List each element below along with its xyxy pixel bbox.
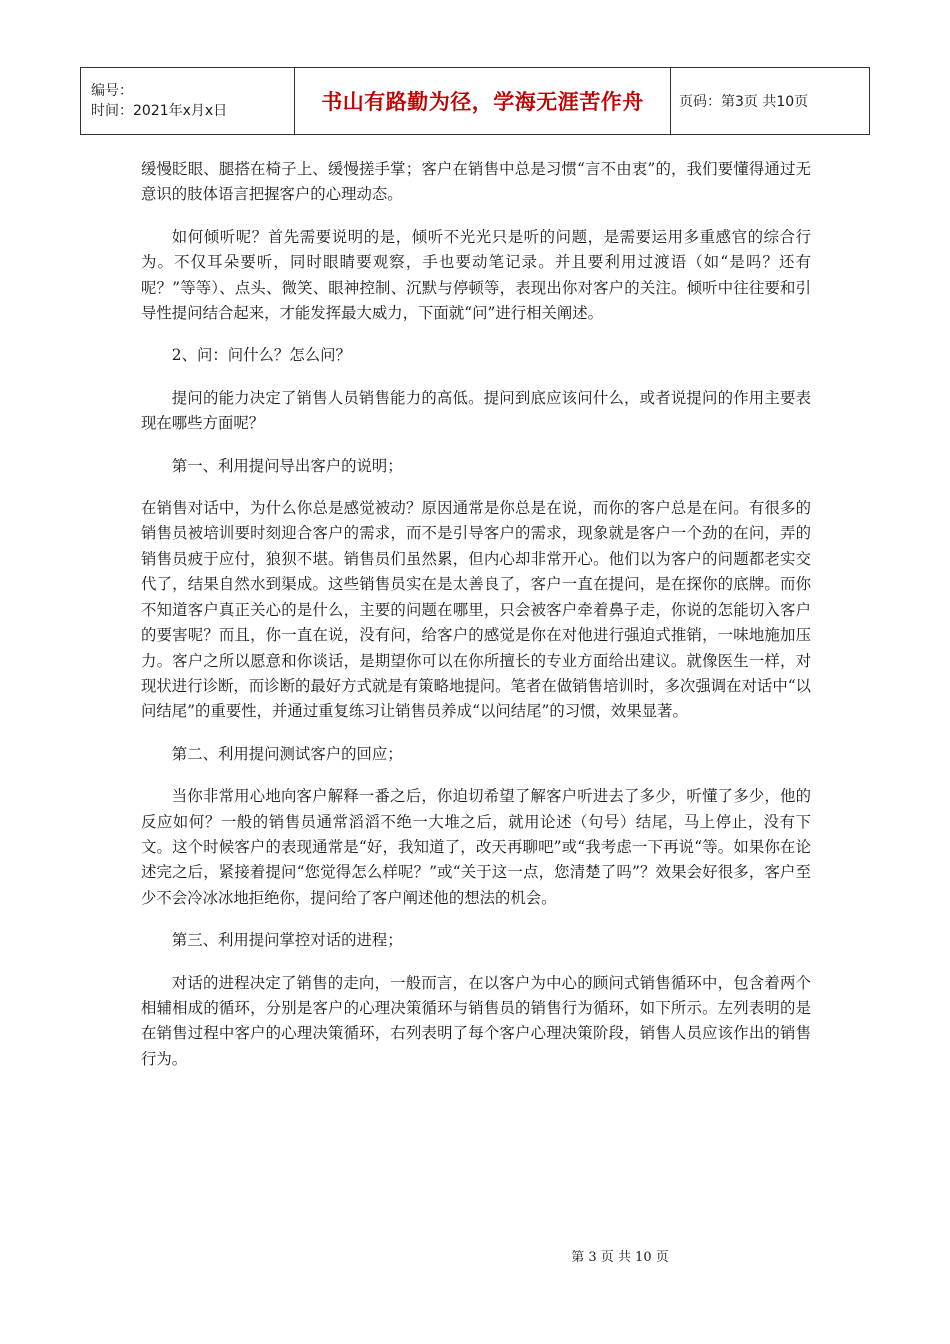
subsection-heading: 第三、利用提问掌控对话的进程；: [171, 931, 403, 950]
paragraph: 缓慢眨眼、腿搭在椅子上、缓慢搓手掌；客户在销售中总是习惯“言不由衷”的，我们要懂得通过无意识的肢体语言把握客户的心理动态。: [141, 160, 811, 204]
header-page-number: 页码：第3页 共10页: [671, 68, 870, 135]
paragraph: 对话的进程决定了销售的走向，一般而言，在以客户为中心的顾问式销售循环中，包含着两个相辅相成的循环，分别是客户的心理决策循环与销售员的销售行为循环，如下所示。左列表明的是在销售过程中客户的心理决策循环，右列表明了每个客户心理决策阶段，销售人员应该作出的销售行为。: [141, 973, 811, 1068]
subsection-heading: 第二、利用提问测试客户的回应；: [171, 744, 403, 763]
section-heading: 2、问：问什么？怎么问？: [171, 346, 351, 365]
paragraph: 提问的能力决定了销售人员销售能力的高低。提问到底应该问什么，或者说提问的作用主要表现在哪些方面呢？: [141, 388, 811, 433]
page-footer: 第 3 页 共 10 页: [571, 1250, 669, 1265]
paragraph: 如何倾听呢？首先需要说明的是，倾听不光光只是听的问题，是需要运用多重感官的综合行为。不仅耳朵要听，同时眼睛要观察，手也要动笔记录。并且要利用过渡语（如“是吗？还有呢？”等等）、点头、微笑、眼神控制、沉默与停顿等，表现出你对客户的关注。倾听中往往要和引导性提问结合起来，才能发挥最大威力，下面就“问”进行相关阐述。: [141, 227, 811, 323]
header-date: 时间：2021年x月x日: [91, 103, 228, 119]
header-motto: 书山有路勤为径，学海无涯苦作舟: [295, 68, 671, 135]
paragraph: 在销售对话中，为什么你总是感觉被动？原因通常是你总是在说，而你的客户总是在问。有很多的销售员被培训要时刻迎合客户的需求，而不是引导客户的需求，现象就是客户一个劲的在问，弄的销售员疲于应付，狼狈不堪。销售员们虽然累，但内心却非常开心。他们以为客户的问题都老实交代了，结果自然水到渠成。这些销售员实在是太善良了，客户一直在提问，是在探你的底牌。而你不知道客户真正关心的是什么，主要的问题在哪里，只会被客户牵着鼻子走，你说的怎能切入客户的要害呢？而且，你一直在说，没有问，给客户的感觉是你在对他进行强迫式推销，一味地施加压力。客户之所以愿意和你谈话，是期望你可以在你所擅长的专业方面给出建议。就像医生一样，对现状进行诊断，而诊断的最好方式就是有策略地提问。笔者在做销售培训时，多次强调在对话中“以问结尾”的重要性，并通过重复练习让销售员养成“以问结尾”的习惯，效果显著。: [141, 499, 811, 721]
page-header: [80, 67, 870, 135]
document-body: [141, 157, 811, 1089]
subsection-heading: 第一、利用提问导出客户的说明；: [171, 456, 403, 475]
header-number: 编号：: [91, 83, 133, 99]
header-meta-cell: [81, 68, 295, 135]
paragraph: 当你非常用心地向客户解释一番之后，你迫切希望了解客户听进去了多少，听懂了多少，他的反应如何？一般的销售员通常滔滔不绝一大堆之后，就用论述（句号）结尾，马上停止，没有下文。这个时候客户的表现通常是“好，我知道了，改天再聊吧”或“我考虑一下再说“等。如果你在论述完之后，紧接着提问“您觉得怎么样呢？”或“关于这一点，您清楚了吗”？效果会好很多，客户至少不会冷冰冰地拒绝你，提问给了客户阐述他的想法的机会。: [141, 787, 811, 907]
